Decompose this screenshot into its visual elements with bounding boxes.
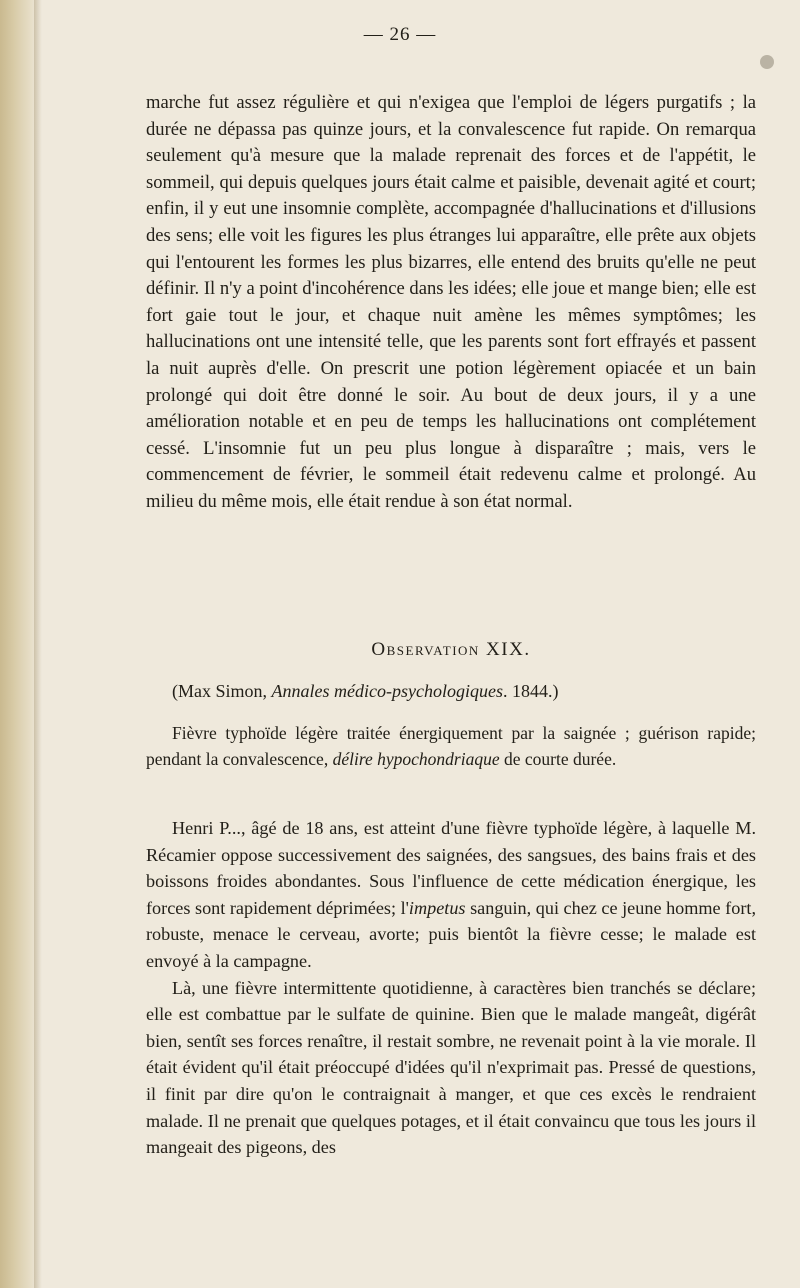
case-paragraph-1	[146, 815, 756, 975]
case-text-b: sanguin, qui chez ce jeune homme fort, robuste, menace le cerveau, avorte; puis bientôt la fièvre cesse; le malade est envoyé à la campagne.	[146, 897, 756, 971]
paragraph-text: marche fut assez régulière et qui n'exigea que l'emploi de légers purgatifs ; la durée ne dépassa pas quinze jours, et la convalescence fut rapide. On remarqua seulement qu'à mesure que la malade reprenait des forces et de l'appétit, le sommeil, qui depuis quelques jours était calme et paisible, devenait agité et court; enfin, il y eut une insomnie complète, accompagnée d'hallucinations et d'illusions des sens; elle voit les figures les plus étranges lui apparaître, elle prête aux objets qui l'entourent les formes les plus bizarres, elle entend des bruits qu'elle ne peut définir. Il n'y a point d'incohérence dans les idées; elle joue et mange bien; elle est fort gaie tout le jour, et chaque nuit amène les mêmes symptômes; les hallucinations ont une intensité telle, que les parents sont fort effrayés et passent la nuit auprès d'elle. On prescrit une potion légèrement opiacée et un bain prolongé qui doit être donné le soir. Au bout de deux jours, il y a une amélioration notable et en peu de temps les hallucinations ont complétement cessé. L'insomnie fut un peu plus longue à disparaître ; mais, vers le commencement de février, le sommeil était redevenu calme et prolongé. Au milieu du même mois, elle était rendue à son état normal.	[146, 92, 756, 512]
summary-end: de courte durée.	[499, 749, 617, 769]
case-paragraph-2: Là, une fièvre intermittente quotidienne, à caractères bien tranchés se déclare; elle est combattue par le sulfate de quinine. Bien que le malade mangeât, digérât bien, sentît ses forces renaître, il restait sombre, ne revenait point à la vie morale. Il était évident qu'il était préoccupé d'idées qu'il n'exprimait pas. Pressé de questions, il finit par dire qu'on le contraignait à manger, et que ces excès le rendraient malade. Il ne prenait que quelques potages, et il était convaincu que tous les jours il mangeait des pigeons, des	[146, 977, 756, 1158]
observation-summary	[146, 720, 756, 772]
case-text-a: Henri P..., âgé de 18 ans, est atteint d'une fièvre typhoïde légère, à laquelle M. Récamier oppose successivement des saignées, des sangsues, des bains frais et des boissons froides abondantes. Sous l'influence de cette médication énergique, les forces sont rapidement déprimées; l'	[146, 818, 756, 918]
page-number: — 26 —	[363, 24, 437, 45]
case-italic: impetus	[408, 897, 466, 918]
case-description	[146, 815, 756, 1161]
observation-heading: Observation XIX.	[371, 639, 531, 660]
paragraph-continuation	[146, 90, 756, 516]
summary-italic: délire hypochondriaque	[332, 749, 500, 769]
summary-text: Fièvre typhoïde légère traitée énergiquement par la saignée ; guérison rapide; pendant la convalescence,	[146, 723, 756, 769]
source-prefix: (Max Simon,	[172, 681, 272, 701]
observation-source	[146, 678, 756, 704]
source-suffix: . 1844.)	[502, 681, 559, 701]
source-journal: Annales médico-psychologiques	[271, 681, 503, 701]
